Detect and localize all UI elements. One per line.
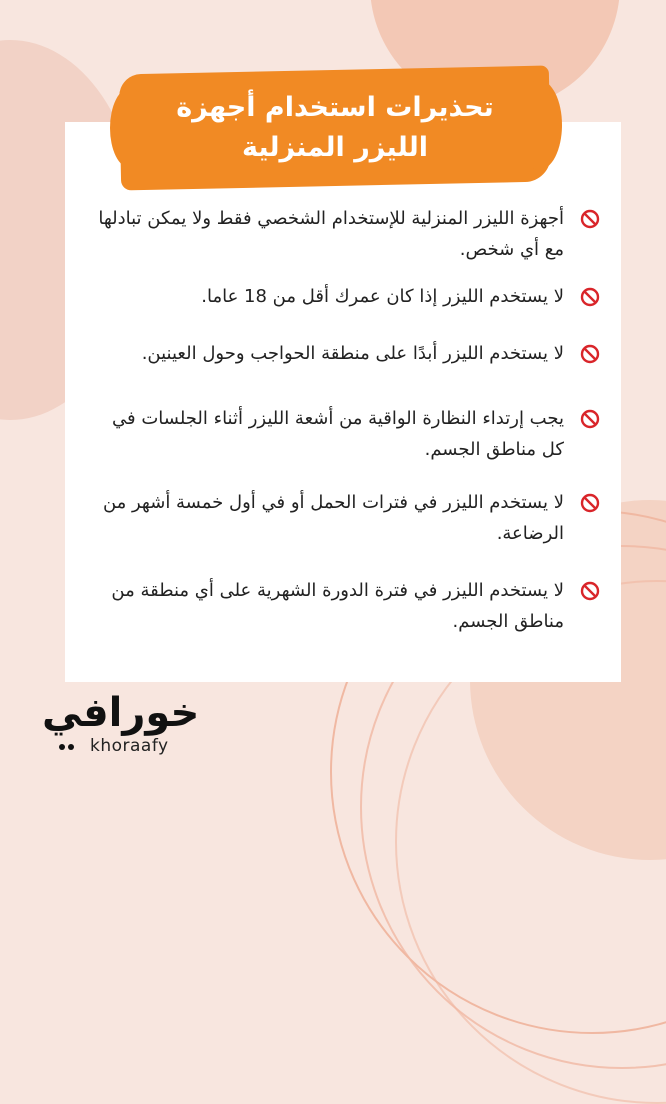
brush-stroke-edge — [516, 80, 562, 170]
warning-text: يجب إرتداء النظارة الواقية من أشعة الليزر أثناء الجلسات في كل مناطق الجسم. — [112, 408, 564, 460]
warning-text: لا يستخدم الليزر أبدًا على منطقة الحواجب وحول العينين. — [141, 343, 564, 364]
warning-text: أجهزة الليزر المنزلية للإستخدام الشخصي فقط ولا يمكن تبادلها مع أي شخص. — [98, 208, 564, 260]
logo-arabic-text: خورافي — [42, 690, 200, 736]
logo-latin-text: khoraafy — [90, 736, 169, 756]
warning-item — [90, 403, 600, 465]
warning-item — [90, 575, 600, 637]
logo-dots-icon — [54, 742, 84, 752]
title-line-1: تحذيرات استخدام أجهزة — [176, 92, 494, 123]
brush-stroke-edge — [110, 88, 150, 168]
no-entry-icon — [580, 581, 600, 601]
page-title — [176, 88, 494, 168]
no-entry-icon — [580, 209, 600, 229]
warning-item — [90, 203, 600, 265]
warning-text: لا يستخدم الليزر في فترات الحمل أو في أول خمسة أشهر من الرضاعة. — [102, 492, 564, 544]
no-entry-icon — [580, 493, 600, 513]
no-entry-icon — [580, 409, 600, 429]
warning-item — [90, 487, 600, 549]
warning-item — [90, 281, 600, 312]
title-line-2: الليزر المنزلية — [241, 132, 428, 163]
warning-item — [90, 338, 600, 369]
warning-text: لا يستخدم الليزر إذا كان عمرك أقل من 18 عاما. — [201, 286, 564, 307]
title-banner — [120, 70, 550, 186]
no-entry-icon — [580, 344, 600, 364]
no-entry-icon — [580, 287, 600, 307]
warning-text: لا يستخدم الليزر في فترة الدورة الشهرية على أي منطقة من مناطق الجسم. — [111, 580, 564, 632]
brand-logo — [42, 690, 212, 770]
